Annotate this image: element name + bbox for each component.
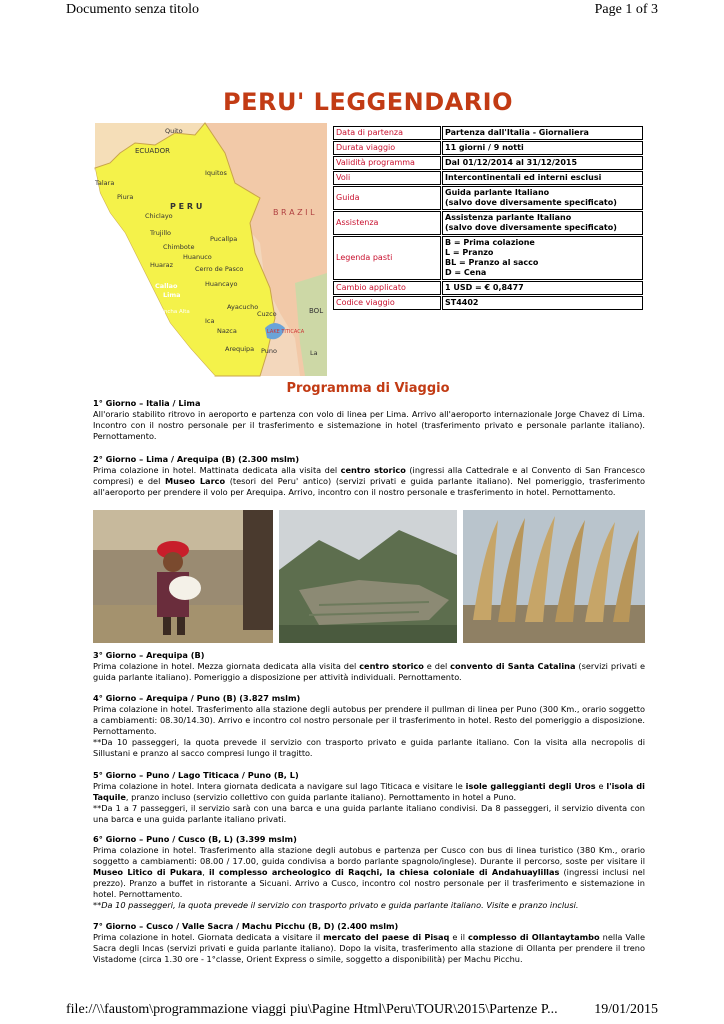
day-5 bbox=[93, 770, 645, 825]
map-label: Nazca bbox=[217, 327, 237, 335]
info-value bbox=[442, 156, 643, 170]
info-value-line: (salvo dove diversamente specificato) bbox=[445, 198, 617, 207]
day-heading: 4° Giorno – Arequipa / Puno (B) (3.827 mslm) bbox=[93, 693, 301, 703]
day-text: Prima colazione in hotel. Trasferimento alla stazione degli autobus per prendere il pullman di linea per Puno (300 Km., orario soggetto a cambiamenti: 08.30/14.30). Arrivo e incontro col nostro personale per il trasferimento in hotel. Resto del pomeriggio a disposizione. Pernottamento. bbox=[93, 704, 645, 736]
info-value-line: L = Pranzo bbox=[445, 248, 494, 257]
info-value-line: Guida parlante Italiano bbox=[445, 188, 550, 197]
info-key: Validità programma bbox=[333, 156, 441, 170]
girl-with-lamb-photo bbox=[93, 510, 273, 643]
map-label: Cuzco bbox=[257, 310, 277, 318]
map-label: Piura bbox=[117, 193, 134, 201]
info-key: Codice viaggio bbox=[333, 296, 441, 310]
info-value bbox=[442, 296, 643, 310]
peru-map bbox=[95, 123, 327, 376]
info-row bbox=[333, 126, 643, 140]
map-label: Arequipa bbox=[225, 345, 255, 353]
map-label: Quito bbox=[165, 127, 183, 135]
map-label: Chimbote bbox=[163, 243, 195, 251]
info-value bbox=[442, 141, 643, 155]
day-heading: 7° Giorno – Cusco / Valle Sacra / Machu Picchu (B, D) (2.400 mslm) bbox=[93, 921, 399, 931]
info-key: Legenda pasti bbox=[333, 236, 441, 280]
day-heading: 2° Giorno – Lima / Arequipa (B) (2.300 mslm) bbox=[93, 454, 300, 464]
info-row bbox=[333, 281, 643, 295]
map-label: Huancayo bbox=[205, 280, 238, 288]
info-value-line: D = Cena bbox=[445, 268, 487, 277]
day-heading: 1° Giorno – Italia / Lima bbox=[93, 398, 201, 408]
info-value bbox=[442, 236, 643, 280]
machu-picchu-photo bbox=[279, 510, 457, 643]
info-value bbox=[442, 186, 643, 210]
info-value-line: Assistenza parlante Italiano bbox=[445, 213, 572, 222]
info-value-line: 1 USD = € 0,8477 bbox=[445, 283, 524, 292]
day-heading: 5° Giorno – Puno / Lago Titicaca / Puno (B, L) bbox=[93, 770, 299, 780]
info-row bbox=[333, 236, 643, 280]
day-note: **Da 1 a 7 passeggeri, il servizio sarà con una barca e una guida parlante italiano condivisi. Da 8 passeggeri, il servizio diventa con una barca e una guida parlante italiano privati. bbox=[93, 803, 645, 824]
info-value-line: Partenza dall'Italia - Giornaliera bbox=[445, 128, 589, 137]
day-text: Prima colazione in hotel. Intera giornata dedicata a navigare sul lago Titicaca e visitare le isole galleggianti degli Uros e l'isola di Taquile, pranzo incluso (servizio collettivo con guida parlante italiano). Pernottamento in hotel a Puno. bbox=[93, 781, 645, 802]
info-key: Assistenza bbox=[333, 211, 441, 235]
program-title: Programma di Viaggio bbox=[286, 381, 450, 396]
map-label: Talara bbox=[95, 179, 115, 187]
page-number: Page 1 of 3 bbox=[594, 2, 658, 17]
page-content bbox=[90, 26, 646, 964]
map-label: Ayacucho bbox=[227, 303, 259, 311]
day-3 bbox=[93, 650, 645, 683]
info-value-line: ST4402 bbox=[445, 298, 479, 307]
day-6 bbox=[93, 834, 645, 911]
info-key: Voli bbox=[333, 171, 441, 185]
info-value bbox=[442, 126, 643, 140]
info-value bbox=[442, 211, 643, 235]
info-value bbox=[442, 281, 643, 295]
info-value bbox=[442, 171, 643, 185]
map-label: Chiclayo bbox=[145, 212, 173, 220]
day-text: Prima colazione in hotel. Giornata dedicata a visitare il mercato del paese di Pisaq e il complesso di Ollantaytambo nella Valle Sacra degli Incas (servizi privati e guida parlante italiano). Dopo la visita, trasferimento alla stazione di Ollanta per prendere il treno Vistadome (circa 1.30 ore - 1°classe, Orient Express o simile, soggetto a disponibilità) per Machu Picchu. bbox=[93, 932, 645, 964]
map-label: B R A Z I L bbox=[273, 208, 315, 217]
day-heading: 6° Giorno – Puno / Cusco (B, L) (3.399 mslm) bbox=[93, 834, 297, 844]
day-text: Prima colazione in hotel. Mattinata dedicata alla visita del centro storico (ingressi alla Cattedrale e al Convento di San Francesco compresi) e del Museo Larco (tesori del Peru' antico) (servizi privati e guida parlante italiano). Nel pomeriggio, trasferimento all'aeroporto per prendere il volo per Arequipa. Arrivo, incontro con il nostro personale e trasferimento in hotel. Pernottamento. bbox=[93, 465, 646, 497]
day-heading: 3° Giorno – Arequipa (B) bbox=[93, 650, 205, 660]
map-label: Lima bbox=[163, 291, 181, 299]
map-label: ECUADOR bbox=[135, 147, 170, 155]
day-text: Prima colazione in hotel. Mezza giornata dedicata alla visita del centro storico e del convento di Santa Catalina (servizi privati e guida parlante italiano). Pomeriggio a disposizione per attività individuali. Pernottamento. bbox=[93, 661, 645, 682]
print-date: 19/01/2015 bbox=[594, 1002, 658, 1017]
map-label: LAKE TITICACA bbox=[267, 329, 305, 335]
info-value-line: (salvo dove diversamente specificato) bbox=[445, 223, 617, 232]
day-note: **Da 10 passeggeri, la quota prevede il servizio con trasporto privato e guida parlante italiano. Con la visita alla necropolis di Sillustani e pranzo al sacco compresi lungo il tragitto. bbox=[93, 737, 645, 758]
info-value-line: BL = Pranzo al sacco bbox=[445, 258, 539, 267]
info-value-line: Dal 01/12/2014 al 31/12/2015 bbox=[445, 158, 578, 167]
info-row bbox=[333, 141, 643, 155]
map-label: Huaraz bbox=[150, 261, 174, 269]
info-row bbox=[333, 211, 643, 235]
map-label: Chincha Alta bbox=[155, 309, 190, 315]
info-row bbox=[333, 156, 643, 170]
photo-strip bbox=[93, 510, 645, 643]
info-key: Cambio applicato bbox=[333, 281, 441, 295]
info-value-line: B = Prima colazione bbox=[445, 238, 535, 247]
day-text: All'orario stabilito ritrovo in aeroporto e partenza con volo di linea per Lima. Arrivo all'aeroporto internazionale Jorge Chavez di Lima. Incontro con il nostro personale per il trasferimento e sistemazione in hotel (trasferimento privato e personale parlante italiano). Pernottamento. bbox=[93, 409, 645, 441]
map-label: Ica bbox=[205, 317, 215, 325]
map-label: Huanuco bbox=[183, 253, 212, 261]
document-title: Documento senza titolo bbox=[66, 2, 199, 17]
info-row bbox=[333, 171, 643, 185]
reed-boats-photo bbox=[463, 510, 645, 643]
day-2 bbox=[93, 454, 645, 498]
day-4 bbox=[93, 693, 645, 759]
info-key: Durata viaggio bbox=[333, 141, 441, 155]
day-note: **Da 10 passeggeri, la quota prevede il servizio con trasporto privato e guida parlante italiano. Visite e pranzo inclusi. bbox=[93, 900, 579, 910]
pdf-header bbox=[0, 0, 724, 26]
day-text: Prima colazione in hotel. Trasferimento alla stazione degli autobus e partenza per Cusco con bus di linea turistico (380 Km., orario soggetto a cambiamenti: 08.00 / 17.00, guida condivisa a bordo parlante spagnolo/inglese). Durante il percorso, soste per visitare il Museo Litico di Pukara, il complesso archeologico di Raqchi, la chiesa coloniale di Andahuaylillas (ingressi inclusi nel prezzo). Pranzo a buffet in ristorante a Sicuani. Arrivo a Cusco, incontro col nostro personale per il trasferimento e sistemazione in hotel. Pernottamento. bbox=[93, 845, 645, 899]
file-path: file://\\faustom\programmazione viaggi piu\Pagine Html\Peru\TOUR\2015\Partenze P... bbox=[66, 1002, 558, 1017]
day-1 bbox=[93, 398, 645, 442]
map-label: Cerro de Pasco bbox=[195, 265, 244, 273]
map-label: Pucallpa bbox=[210, 235, 238, 243]
map-label: La bbox=[310, 349, 318, 357]
map-label: Callao bbox=[155, 282, 178, 290]
info-row bbox=[333, 296, 643, 310]
day-7 bbox=[93, 921, 645, 965]
map-label: Puno bbox=[261, 347, 278, 355]
info-value-line: 11 giorni / 9 notti bbox=[445, 143, 524, 152]
trip-info-table bbox=[332, 125, 644, 311]
map-label: Trujillo bbox=[150, 229, 172, 237]
info-row bbox=[333, 186, 643, 210]
map-label: BOL bbox=[309, 307, 324, 315]
info-key: Guida bbox=[333, 186, 441, 210]
map-label: Iquitos bbox=[205, 169, 227, 177]
pdf-footer bbox=[0, 1000, 724, 1024]
info-value-line: Intercontinentali ed interni esclusi bbox=[445, 173, 602, 182]
info-key: Data di partenza bbox=[333, 126, 441, 140]
map-label: P E R U bbox=[170, 202, 203, 211]
tour-title: PERU' LEGGENDARIO bbox=[222, 88, 514, 116]
